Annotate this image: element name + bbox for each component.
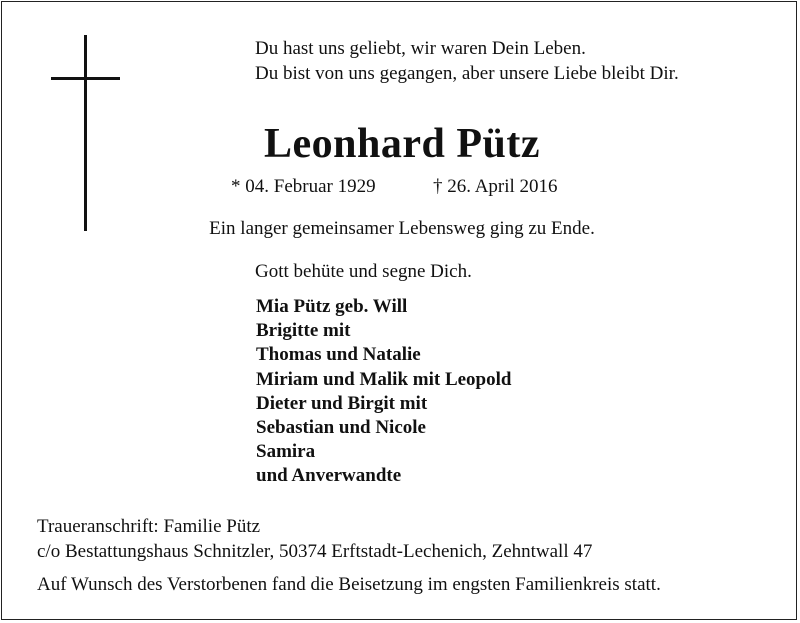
mourner-name: Samira bbox=[256, 441, 316, 463]
address-line-2: c/o Bestattungshaus Schnitzler, 50374 Erftstadt-Lechenich, Zehntwall 47 bbox=[37, 541, 593, 562]
lifepath-statement: Ein langer gemeinsamer Lebensweg ging zu Ende. bbox=[209, 218, 595, 239]
mourning-address bbox=[37, 514, 592, 564]
mourner-name: und Anverwandte bbox=[256, 465, 402, 487]
death-date: † 26. April 2016 bbox=[433, 176, 558, 197]
mourner-name: Dieter und Birgit mit bbox=[256, 392, 428, 414]
birth-date: * 04. Februar 1929 bbox=[231, 176, 376, 197]
verse-line-1: Du hast uns geliebt, wir waren Dein Leben. bbox=[255, 38, 586, 59]
mourner-name: Brigitte mit bbox=[256, 320, 351, 342]
mourners-list bbox=[256, 295, 511, 489]
burial-note: Auf Wunsch des Verstorbenen fand die Beisetzung im engsten Familienkreis statt. bbox=[37, 574, 661, 595]
memorial-verse bbox=[255, 36, 679, 86]
cross-icon-horizontal-bar bbox=[51, 77, 120, 80]
deceased-name: Leonhard Pütz bbox=[263, 121, 540, 167]
address-line-1: Traueranschrift: Familie Pütz bbox=[37, 516, 261, 537]
mourner-name: Thomas und Natalie bbox=[256, 344, 421, 366]
mourner-name: Sebastian und Nicole bbox=[256, 417, 426, 439]
blessing-text: Gott behüte und segne Dich. bbox=[255, 261, 472, 282]
mourner-name: Miriam und Malik mit Leopold bbox=[256, 368, 512, 390]
obituary-frame bbox=[1, 1, 797, 620]
verse-line-2: Du bist von uns gegangen, aber unsere Liebe bleibt Dir. bbox=[255, 63, 679, 84]
mourner-name: Mia Pütz geb. Will bbox=[256, 296, 408, 317]
